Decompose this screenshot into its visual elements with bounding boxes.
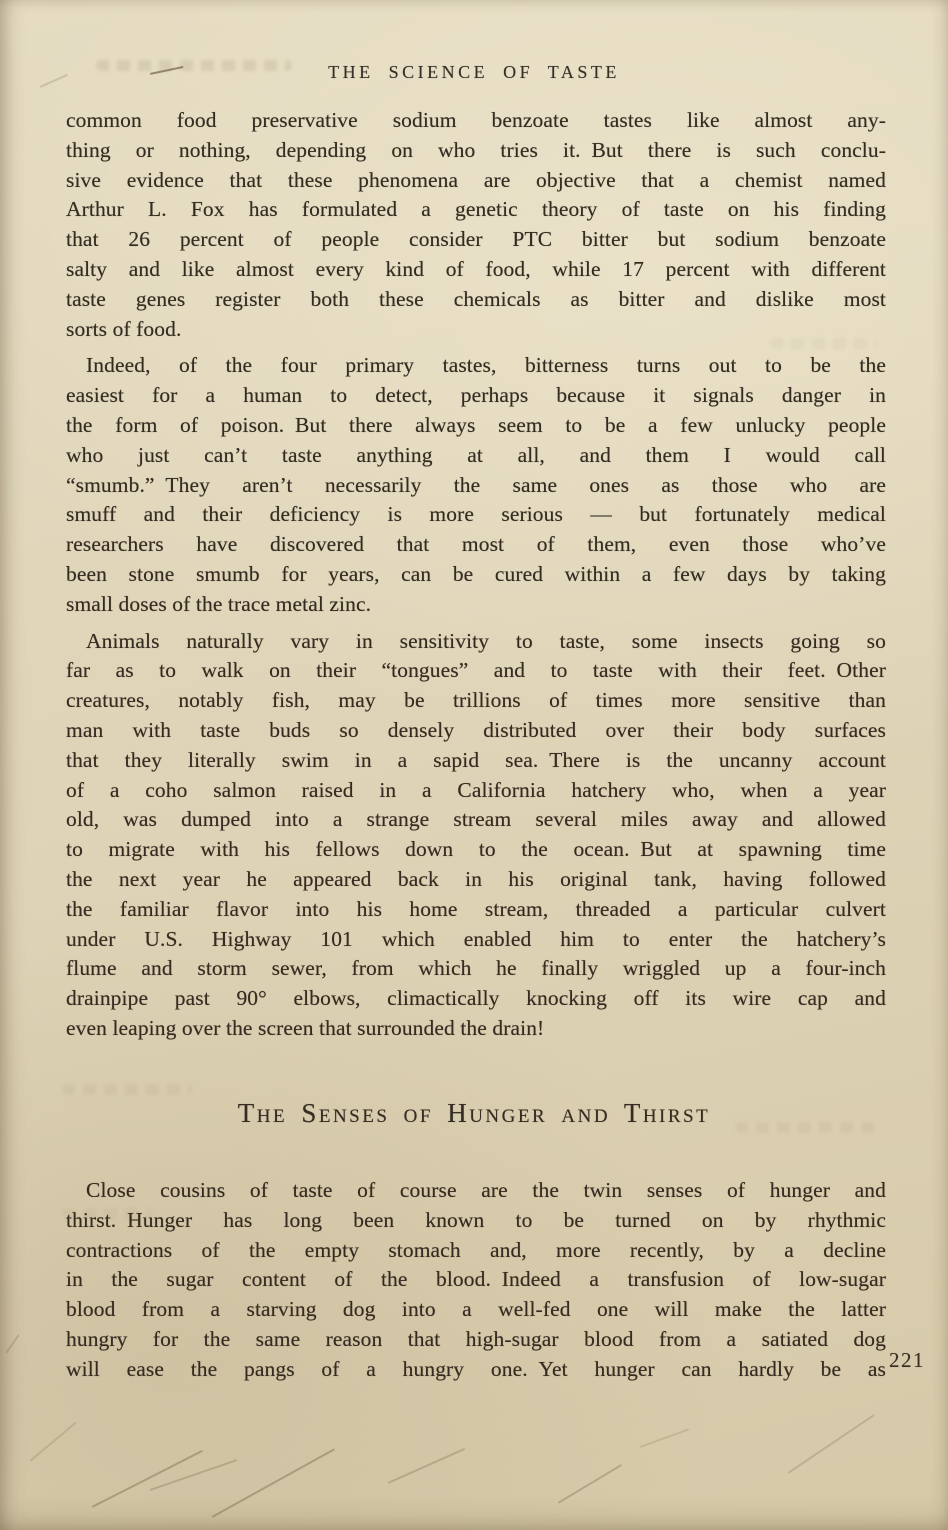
- text-line: drainpipe past 90° elbows, climactically knocking off its wire cap and: [66, 986, 886, 1011]
- text-line: of a coho salmon raised in a California hatchery who, when a year: [66, 777, 886, 802]
- body-text-upper: [66, 106, 886, 1044]
- text-line: sorts of food.: [66, 316, 182, 341]
- page-number: 221: [889, 1348, 925, 1372]
- text-line: Animals naturally vary in sensitivity to taste, some insects going so: [86, 628, 886, 653]
- text-line: thirst. Hunger has long been known to be turned on by rhythmic: [66, 1207, 886, 1232]
- pencil-scratch: [212, 1448, 335, 1517]
- text-line: thing or nothing, depending on who tries it. But there is such conclu-: [66, 137, 886, 162]
- text-line: blood from a starving dog into a well-fed one will make the latter: [66, 1297, 886, 1322]
- running-header: THE SCIENCE OF TASTE: [328, 62, 620, 82]
- paragraph: [66, 106, 886, 344]
- text-line: that 26 percent of people consider PTC bitter but sodium benzoate: [66, 227, 886, 252]
- text-line: researchers have discovered that most of them, even those who’ve: [66, 532, 886, 557]
- text-line: common food preservative sodium benzoate tastes like almost any-: [66, 108, 886, 132]
- bleed-through-smudge: [62, 1084, 192, 1095]
- text-line: hungry for the same reason that high-sugar blood from a satiated dog: [66, 1326, 886, 1351]
- section-heading: The Senses of Hunger and Thirst: [237, 1098, 711, 1128]
- paragraph: [66, 351, 886, 619]
- text-line: the familiar flavor into his home stream, threaded a particular culvert: [66, 896, 886, 921]
- text-line: creatures, notably fish, may be trillions of times more sensitive than: [66, 688, 886, 713]
- text-line: “smumb.” They aren’t necessarily the same ones as those who are: [66, 472, 886, 497]
- text-line: in the sugar content of the blood. Indeed a transfusion of low-sugar: [66, 1267, 886, 1292]
- pencil-scratch: [640, 1428, 689, 1447]
- text-line: under U.S. Highway 101 which enabled him to enter the hatchery’s: [66, 926, 886, 951]
- pencil-scratch: [30, 1422, 77, 1462]
- body-text-lower: [66, 1176, 886, 1385]
- text-line: far as to walk on their “tongues” and to taste with their feet. Other: [66, 658, 886, 683]
- pencil-scratch: [5, 1334, 19, 1353]
- text-line: even leaping over the screen that surrounded the drain!: [66, 1015, 545, 1040]
- text-line: who just can’t taste anything at all, and them I would call: [66, 442, 886, 467]
- pencil-scratch: [388, 1448, 465, 1484]
- pencil-scratch: [150, 1459, 237, 1490]
- text-line: easiest for a human to detect, perhaps because it signals danger in: [66, 383, 886, 408]
- paragraph: [66, 1176, 886, 1385]
- text-line: that they literally swim in a sapid sea. There is the uncanny account: [66, 747, 886, 772]
- paragraph: [66, 627, 886, 1044]
- pencil-scratch: [92, 1450, 203, 1508]
- text-line: flume and storm sewer, from which he finally wriggled up a four-inch: [66, 956, 886, 981]
- text-line: the next year he appeared back in his original tank, having followed: [66, 866, 886, 891]
- pencil-scratch: [558, 1464, 622, 1503]
- text-line: to migrate with his fellows down to the ocean. But at spawning time: [66, 837, 886, 862]
- text-line: small doses of the trace metal zinc.: [66, 591, 372, 616]
- text-line: salty and like almost every kind of food, while 17 percent with different: [66, 256, 886, 281]
- text-line: man with taste buds so densely distributed over their body surfaces: [66, 717, 886, 742]
- text-line: contractions of the empty stomach and, more recently, by a decline: [66, 1237, 886, 1262]
- text-line: Indeed, of the four primary tastes, bitterness turns out to be the: [86, 353, 886, 378]
- text-line: sive evidence that these phenomena are objective that a chemist named: [66, 167, 886, 192]
- text-line: old, was dumped into a strange stream several miles away and allowed: [66, 807, 886, 832]
- text-line: Arthur L. Fox has formulated a genetic theory of taste on his finding: [66, 197, 886, 222]
- text-line: Close cousins of taste of course are the twin senses of hunger and: [86, 1178, 886, 1202]
- pencil-scratch: [788, 1414, 875, 1473]
- text-line: been stone smumb for years, can be cured within a few days by taking: [66, 561, 886, 586]
- text-line: will ease the pangs of a hungry one. Yet hunger can hardly be as: [66, 1356, 886, 1381]
- text-line: the form of poison. But there always seem to be a few unlucky people: [66, 412, 886, 437]
- text-line: smuff and their deficiency is more serious — but fortunately medical: [66, 502, 886, 527]
- text-line: taste genes register both these chemicals as bitter and dislike most: [66, 286, 886, 311]
